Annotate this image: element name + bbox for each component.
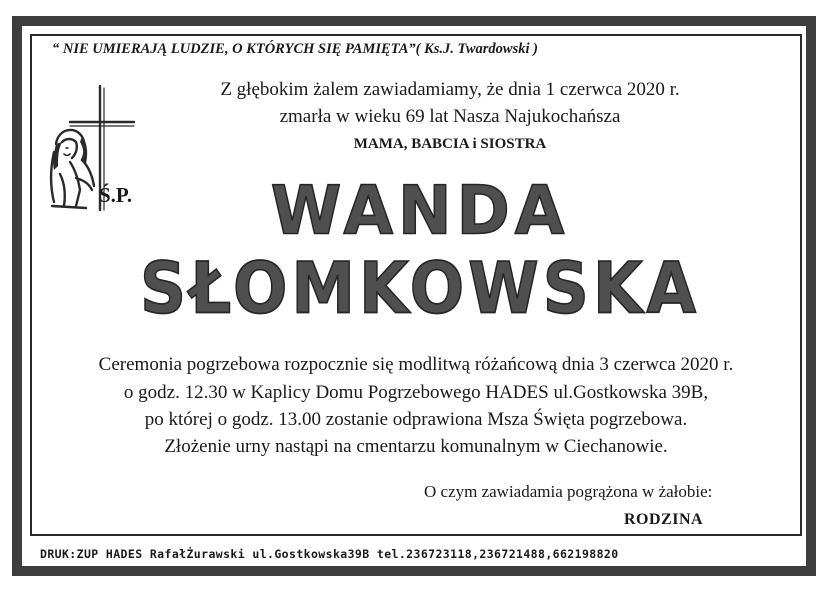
ceremony-line-4: Złożenie urny nastąpi na cmentarzu komunalnym w Ciechanowie. — [164, 436, 668, 457]
deceased-first-name: WANDA — [270, 172, 570, 251]
sp-abbreviation: Ś.P. — [99, 183, 133, 207]
printer-footer: DRUK:ZUP HADES RafałŻurawski ul.Gostkowska39B tel.236723118,236721488,662198820 — [40, 547, 619, 561]
ceremony-line-1: Ceremonia pogrzebowa rozpocznie się modlitwą różańcową dnia 3 czerwca 2020 r. — [98, 354, 734, 375]
relation-line: MAMA, BABCIA i SIOSTRA — [353, 136, 547, 152]
announcement-line-2: zmarła w wieku 69 lat Nasza Najukochańsza — [279, 106, 621, 127]
notify-line: O czym zawiadamia pogrążona w żałobie: — [424, 482, 713, 501]
ceremony-line-3: po której o godz. 13.00 zostanie odprawiona Msza Święta pogrzebowa. — [144, 409, 688, 430]
ceremony-line-2: o godz. 12.30 w Kaplicy Domu Pogrzebowego HADES ul.Gostkowska 39B, — [123, 382, 709, 403]
family-signature: RODZINA — [624, 511, 704, 528]
memorial-quote: “ NIE UMIERAJĄ LUDZIE, O KTÓRYCH SIĘ PAMIĘTA”( Ks.J. Twardowski ) — [52, 41, 538, 57]
announcement-line-1: Z głębokim żalem zawiadamiamy, że dnia 1 czerwca 2020 r. — [220, 79, 680, 100]
deceased-last-name: SŁOMKOWSKA — [140, 248, 700, 330]
